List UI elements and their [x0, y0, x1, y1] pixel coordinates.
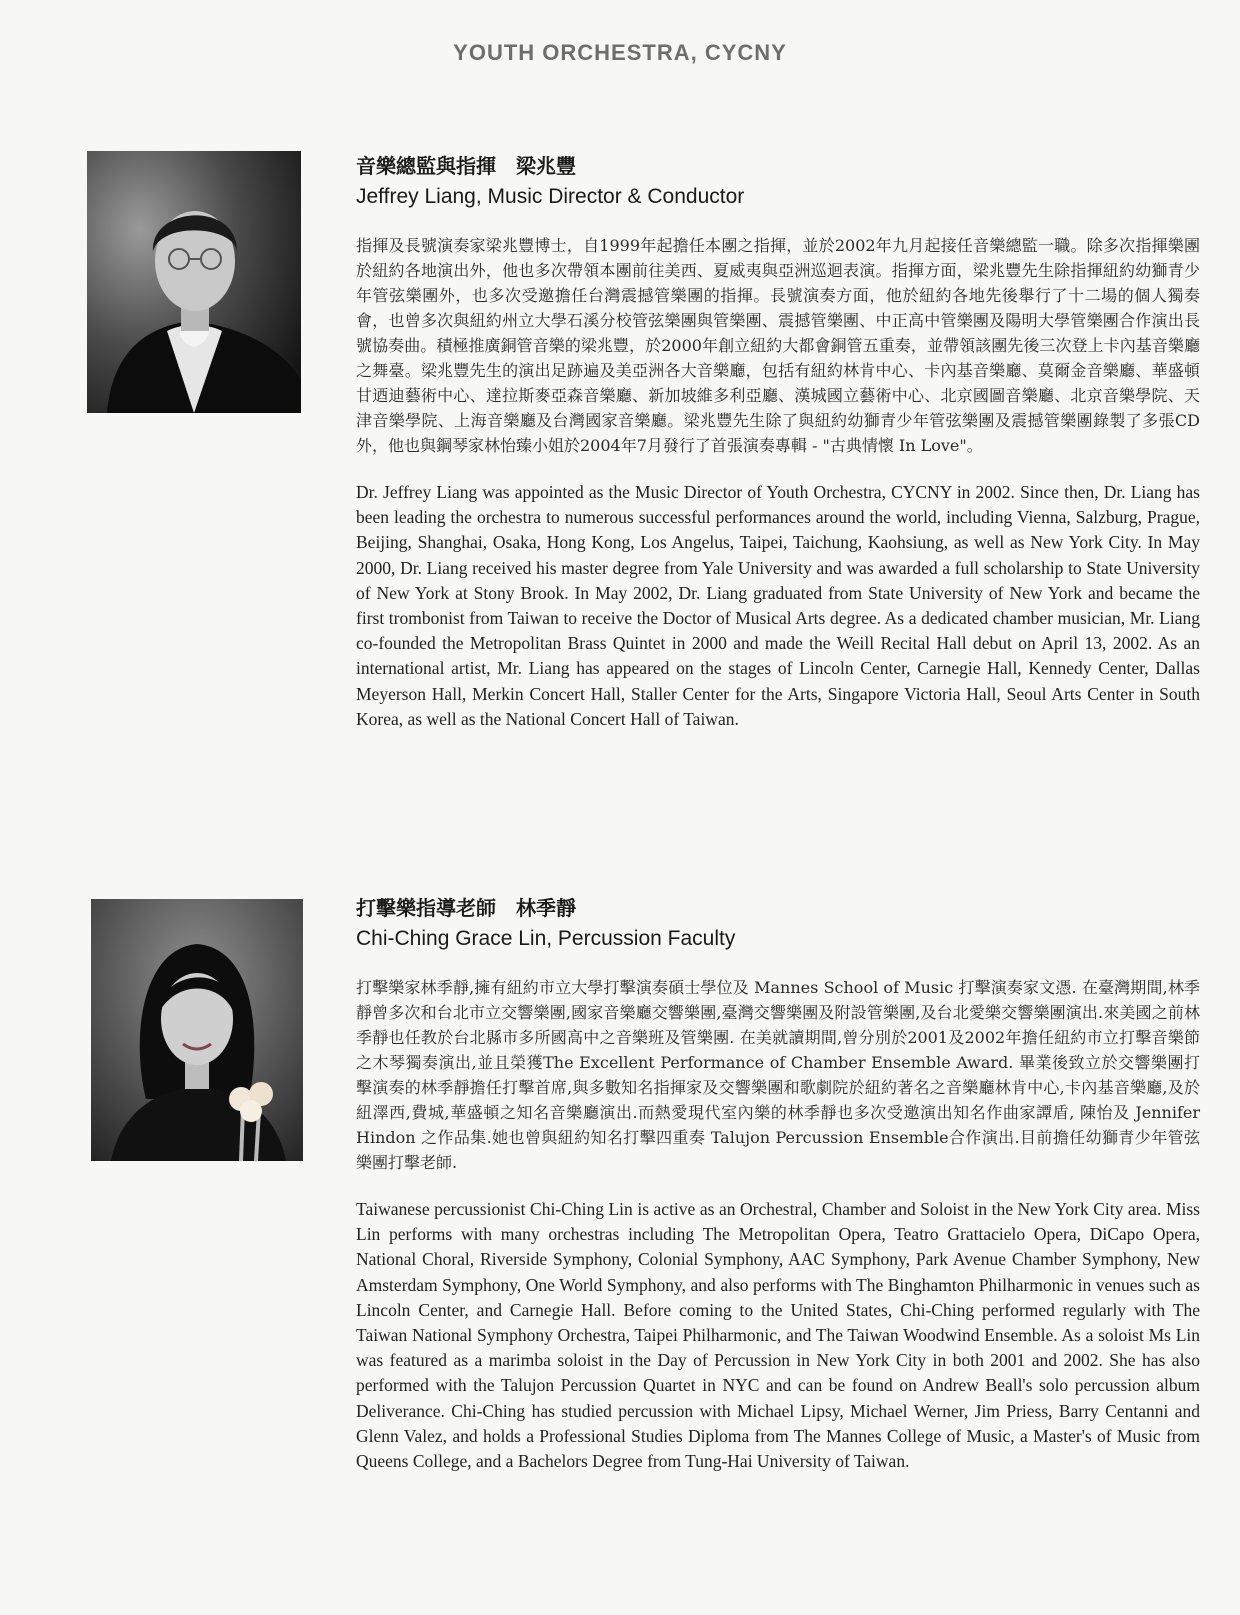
page-title: YOUTH ORCHESTRA, CYCNY — [453, 40, 787, 65]
bio-name-english: Jeffrey Liang, Music Director & Conductor — [356, 185, 745, 208]
bio-text-chinese: 打擊樂家林季靜,擁有紐約市立大學打擊演奏碩士學位及 Mannes School of Music 打擊演奏家文憑. 在臺灣期間,林季靜曾多次和台北市立交響樂團,國家音樂廳交響樂團,臺灣交響樂團及附設管樂團,及台北愛樂交響樂團演出.來美國之前林季靜也任教於台北縣市多所國高中之音樂班及管樂團. 在美就讀期間,曾分別於2001及2002年擔任紐約市立打擊音樂節之木琴獨奏演出,並且榮獲The Excellent Performance of Chamber Ensemble Award. 畢業後致立於交響樂團打擊演奏的林季靜擔任打擊首席,與多數知名指揮家及交響樂團和歌劇院於紐約著名之音樂廳林肯中心,卡內基音樂廳,及於紐澤西,費城,華盛頓之知名音樂廳演出.而熱愛現代室內樂的林季靜也多次受邀演出知名作曲家譚盾, 陳怡及 Jennifer Hindon 之作品集.她也曾與紐約知名打擊四重奏 Talujon Percussion Ensemble合作演出.目前擔任幼獅青少年管弦樂團打擊老師. — [356, 978, 1200, 1172]
bio-text-chinese: 指揮及長號演奏家梁兆豐博士，自1999年起擔任本團之指揮，並於2002年九月起接任音樂總監一職。除多次指揮樂團於紐約各地演出外，他也多次帶領本團前往美西、夏威夷與亞洲巡迴表演。指揮方面，梁兆豐先生除指揮紐約幼獅青少年管弦樂團外，也多次受邀擔任台灣震撼管樂團的指揮。長號演奏方面，他於紐約各地先後舉行了十二場的個人獨奏會，也曾多次與紐約州立大學石溪分校管弦樂團與管樂團、震撼管樂團、中正高中管樂團及陽明大學管樂團合作演出長號協奏曲。積極推廣銅管音樂的梁兆豐，於2000年創立紐約大都會銅管五重奏，並帶領該團先後三次登上卡內基音樂廳之舞臺。梁兆豐先生的演出足跡遍及美亞洲各大音樂廳，包括有紐約林肯中心、卡內基音樂廳、莫爾金音樂廳、華盛頓甘迺迪藝術中心、達拉斯麥亞森音樂廳、新加坡維多利亞廳、漢城國立藝術中心、北京國圖音樂廳、北京音樂學院、天津音樂學院、上海音樂廳及台灣國家音樂廳。梁兆豐先生除了與紐約幼獅青少年管弦樂團及震撼管樂團錄製了多張CD外，他也與鋼琴家林怡臻小姐於2004年7月發行了首張演奏專輯 - "古典情懷 In Love"。 — [356, 236, 1200, 455]
portrait-illustration — [91, 899, 303, 1161]
bio-text-english: Taiwanese percussionist Chi-Ching Lin is active as an Orchestral, Chamber and Soloist in the New York City area. Miss Lin performs with many orchestras including The Metropolitan Opera, Teatro Grattacielo Opera, DiCapo Opera, National Choral, Riverside Symphony, Colonial Symphony, AAC Symphony, Park Avenue Chamber Symphony, New Amsterdam Symphony, One World Symphony, and also performs with The Binghamton Philharmonic in venues such as Lincoln Center, and Carnegie Hall. Before coming to the United States, Chi-Ching performed regularly with The Taiwan National Symphony Orchestra, Taipei Philharmonic, and The Taiwan Woodwind Ensemble. As a soloist Ms Lin was featured as a marimba soloist in the Day of Percussion in New York City in both 2001 and 2002. She has also performed with the Talujon Percussion Quartet in NYC and can be found on Andrew Beall's solo percussion album Deliverance. Chi-Ching has studied percussion with Michael Lipsy, Michael Werner, Jim Priess, Barry Centanni and Glenn Valez, and holds a Professional Studies Diploma from The Mannes College of Music, a Master's of Music from Queens College, and a Bachelors Degree from Tung-Hai University of Taiwan. — [356, 1199, 1200, 1472]
portrait-illustration — [87, 151, 301, 413]
portrait-photo-chi-ching-lin — [91, 899, 303, 1161]
bio-section-jeffrey-liang — [356, 150, 1200, 732]
bio-section-chi-ching-lin — [356, 892, 1200, 1474]
bio-name-chinese: 打擊樂指導老師 林季靜 — [356, 896, 576, 920]
bio-name-english: Chi-Ching Grace Lin, Percussion Faculty — [356, 927, 736, 950]
portrait-photo-jeffrey-liang — [87, 151, 301, 413]
bio-text-english: Dr. Jeffrey Liang was appointed as the Music Director of Youth Orchestra, CYCNY in 2002. Since then, Dr. Liang has been leading the orchestra to numerous successful performances around the world, including Vienna, Salzburg, Prague, Beijing, Shanghai, Osaka, Hong Kong, Los Angelus, Taipei, Taichung, Kaohsiung, as well as New York City. In May 2000, Dr. Liang received his master degree from Yale University and was awarded a full scholarship to State University of New York at Stony Brook. In May 2002, Dr. Liang graduated from State University of New York and became the first trombonist from Taiwan to receive the Doctor of Musical Arts degree. As a dedicated chamber musician, Mr. Liang co-founded the Metropolitan Brass Quintet in 2000 and made the Weill Recital Hall debut on April 13, 2002. As an international artist, Mr. Liang has appeared on the stages of Lincoln Center, Carnegie Hall, Kennedy Center, Dallas Meyerson Hall, Merkin Concert Hall, Staller Center for the Arts, Singapore Victoria Hall, Seoul Arts Center in South Korea, as well as the National Concert Hall of Taiwan. — [356, 482, 1200, 729]
bio-name-chinese: 音樂總監與指揮 梁兆豐 — [356, 154, 576, 178]
